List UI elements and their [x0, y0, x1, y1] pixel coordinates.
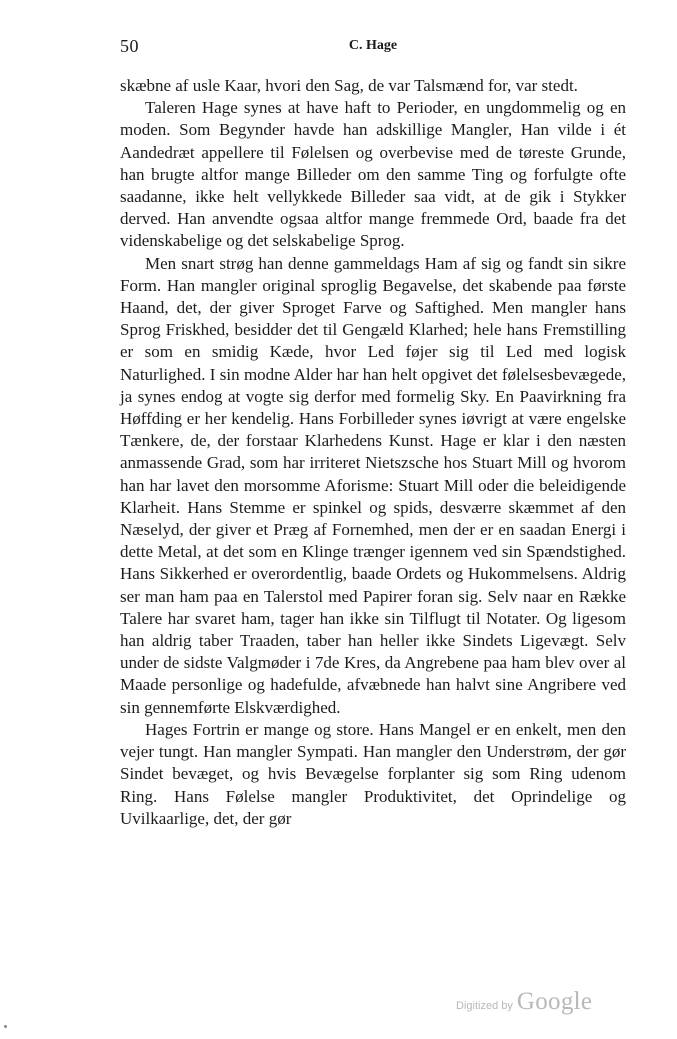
scan-speck: [4, 1025, 7, 1028]
watermark-prefix: Digitized by: [456, 1000, 513, 1012]
paragraph-men-snart: Men snart strøg han denne gammeldags Ham af sig og fandt sin sikre Form. Han mangler original sproglig Begavelse, det skabende paa første Haand, det, der giver Sproget Farve og Saftighed. Men mangler hans Sprog Friskhed, besidder det til Gengæld Klarhed; hele hans Fremstilling er som en smidig Kæde, hvor Led føjer sig til Led med logisk Naturlighed. I sin modne Alder har han helt opgivet det følelsesbevægede, ja synes endog at vogte sig derfor med formelig Sky. En Paavirkning fra Høffding er her kendelig. Hans Forbilleder synes iøvrigt at være engelske Tænkere, de, der forstaar Klarhedens Kunst. Hage er klar i den næsten anmassende Grad, som har irriteret Nietszsche hos Stuart Mill og hvorom han har lavet den morsomme Aforisme: Stuart Mill oder die beleidigende Klarheit. Hans Stemme er spinkel og spids, desværre skæmmet af den Næselyd, der giver et Præg af Fornemhed, men der er en saadan Energi i dette Metal, at det som en Klinge trænger igennem ved sin Spændstighed. Hans Sikkerhed er overordentlig, baade Ordets og Hukommelsens. Aldrig ser man ham paa en Talerstol med Papirer foran sig. Selv naar en Række Talere har svaret ham, tager han ikke sin Tilflugt til Notater. Og ligesom han aldrig taber Traaden, taber han heller ikke Sindets Ligevægt. Selv under de sidste Valgmøder i 7de Kres, da Angrebene paa ham blev over al Maade personlige og hadefulde, afvæbnede han halvt sine Angribere ved sin gennemførte Elskværdighed.: [120, 253, 626, 717]
digitized-by-watermark: [456, 988, 592, 1016]
paragraph-continued: skæbne af usle Kaar, hvori den Sag, de var Talsmænd for, var stedt.: [120, 76, 578, 95]
running-head: C. Hage: [348, 38, 398, 53]
google-logo: Google: [516, 988, 593, 1015]
paragraph-taleren: Taleren Hage synes at have haft to Perioder, en ungdommelig og en moden. Som Begynder havde han adskillige Mangler, Han vilde i ét Aandedræt appellere til Følelsen og overbevise med de tøreste Grunde, han brugte altfor mange Billeder om den samme Ting og forfulgte ofte saadanne, ikke helt vellykkede Billeder saa vidt, at de gik i Stykker derved. Han anvendte ogsaa altfor mange fremmede Ord, baade fra det videnskabelige og det selskabelige Sprog.: [120, 98, 626, 251]
body-text: [120, 75, 626, 830]
page-number: 50: [120, 36, 139, 56]
page-header: [120, 36, 626, 60]
paragraph-hages-fortrin: Hages Fortrin er mange og store. Hans Mangel er en enkelt, men den vejer tungt. Han mangler Sympati. Han mangler den Understrøm, der gør Sindet bevæget, og hvis Bevægelse forplanter sig som Ring udenom Ring. Hans Følelse mangler Produktivitet, det Oprindelige og Uvilkaarlige, det, der gør: [120, 719, 626, 828]
